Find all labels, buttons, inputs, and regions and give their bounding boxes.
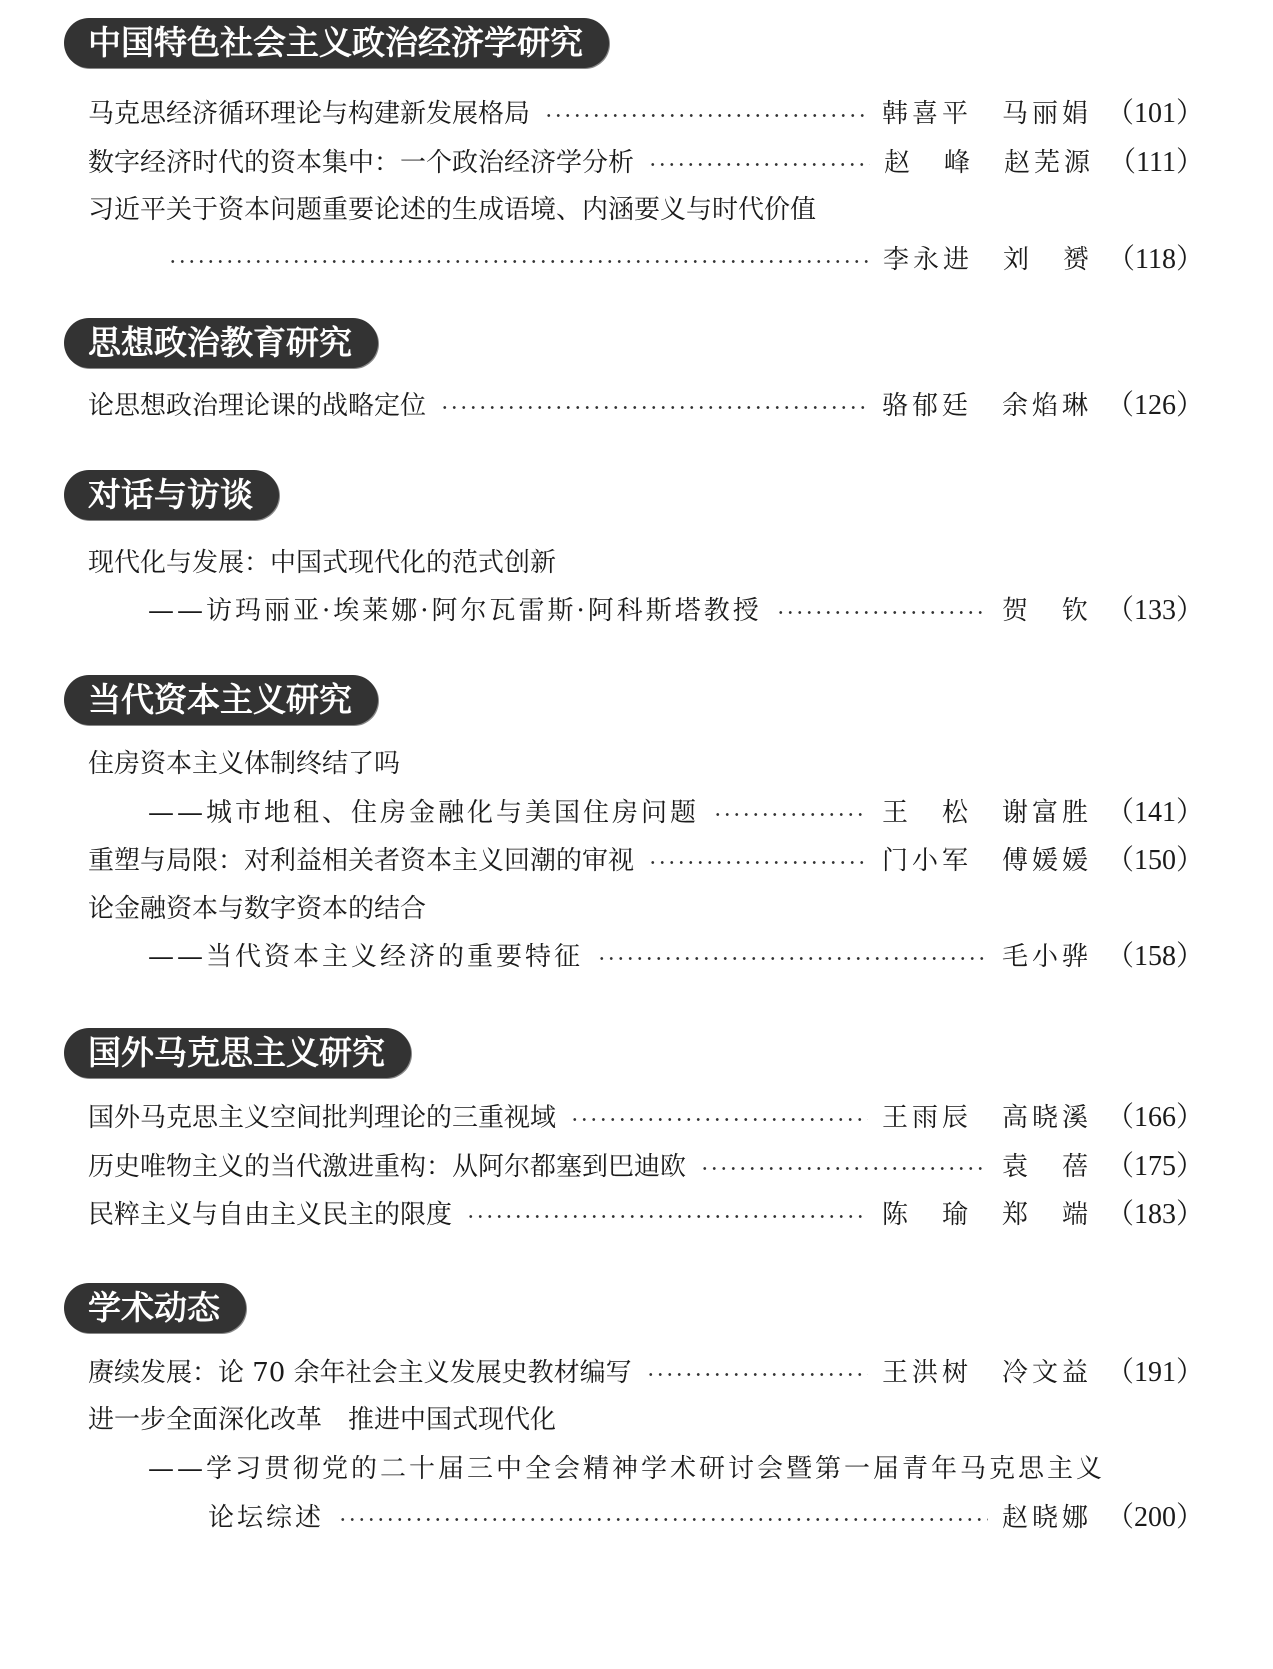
entry-title: 国外马克思主义空间批判理论的三重视域: [88, 1103, 557, 1133]
entry-page: （101）: [1105, 98, 1204, 129]
dot-leader: [776, 611, 988, 614]
dot-leader: [648, 861, 868, 864]
dot-leader: [338, 1518, 988, 1521]
section-heading: 国外马克思主义研究: [64, 1028, 411, 1078]
entry-page: （150）: [1105, 845, 1204, 876]
entry-subtitle: ——当代资本主义经济的重要特征: [148, 942, 584, 972]
dot-leader: [713, 813, 868, 816]
entry-page: （166）: [1105, 1102, 1204, 1133]
toc-entry[interactable]: [88, 841, 1204, 881]
toc-entry[interactable]: [88, 1353, 1204, 1393]
toc-entry-subtitle[interactable]: [148, 793, 1204, 833]
section-heading: 当代资本主义研究: [64, 675, 378, 725]
entry-subtitle-continued: 论坛综述: [208, 1503, 325, 1533]
toc-entry-continuation[interactable]: [168, 240, 1204, 280]
dot-leader: [168, 260, 869, 263]
entry-page: （175）: [1105, 1151, 1204, 1182]
section-heading: 思想政治教育研究: [64, 318, 378, 368]
section-heading: 学术动态: [64, 1283, 246, 1333]
entry-title: 现代化与发展：中国式现代化的范式创新: [88, 548, 557, 578]
toc-entry[interactable]: [88, 386, 1204, 426]
entry-title: 历史唯物主义的当代激进重构：从阿尔都塞到巴迪欧: [88, 1152, 687, 1182]
entry-title: 住房资本主义体制终结了吗: [88, 749, 401, 779]
dot-leader: [544, 114, 868, 117]
entry-title: 重塑与局限：对利益相关者资本主义回潮的审视: [88, 846, 635, 876]
entry-authors: 王 松 谢富胜: [881, 798, 1092, 828]
entry-page: （191）: [1105, 1357, 1204, 1388]
toc-entry[interactable]: [88, 1195, 1204, 1235]
entry-title: 论思想政治理论课的战略定位: [88, 391, 427, 421]
dot-leader: [597, 957, 988, 960]
toc-entry[interactable]: [88, 190, 1204, 230]
toc-entry[interactable]: [88, 889, 1204, 929]
entry-authors: 袁 蓓: [1001, 1152, 1092, 1182]
toc-entry[interactable]: [88, 94, 1204, 134]
dot-leader: [440, 406, 868, 409]
entry-title: 马克思经济循环理论与构建新发展格局: [88, 99, 531, 129]
toc-entry-subtitle[interactable]: [148, 937, 1204, 977]
section-heading: 对话与访谈: [64, 470, 279, 520]
toc-entry[interactable]: [88, 744, 1204, 784]
entry-authors: 赵晓娜: [1001, 1503, 1092, 1533]
entry-page: （133）: [1105, 595, 1204, 626]
toc-entry-continuation[interactable]: [208, 1498, 1204, 1538]
entry-title: 民粹主义与自由主义民主的限度: [88, 1200, 453, 1230]
toc-entry[interactable]: [88, 1400, 1204, 1440]
entry-authors: 陈 瑜 郑 端: [881, 1200, 1092, 1230]
dot-leader: [646, 1373, 868, 1376]
entry-page: （200）: [1105, 1502, 1204, 1533]
toc-entry[interactable]: [88, 1098, 1204, 1138]
entry-authors: 韩喜平 马丽娟: [881, 99, 1092, 129]
entry-title: 数字经济时代的资本集中：一个政治经济学分析: [88, 148, 635, 178]
entry-page: （118）: [1107, 244, 1204, 275]
entry-subtitle: ——访玛丽亚·埃莱娜·阿尔瓦雷斯·阿科斯塔教授: [148, 596, 762, 626]
entry-authors: 王雨辰 高晓溪: [881, 1103, 1092, 1133]
entry-page: （141）: [1105, 797, 1204, 828]
entry-authors: 李永进 刘 赟: [883, 245, 1094, 275]
toc-entry[interactable]: [88, 1147, 1204, 1187]
entry-title: 赓续发展：论 70 余年社会主义发展史教材编写: [88, 1358, 632, 1388]
entry-page: （111）: [1108, 147, 1204, 178]
section-heading: 中国特色社会主义政治经济学研究: [64, 18, 609, 68]
entry-authors: 贺 钦: [1001, 596, 1092, 626]
dot-leader: [700, 1167, 988, 1170]
toc-entry-subtitle[interactable]: [148, 591, 1204, 631]
entry-page: （158）: [1105, 941, 1204, 972]
toc-entry[interactable]: [88, 143, 1204, 183]
dot-leader: [466, 1215, 868, 1218]
entry-subtitle: ——学习贯彻党的二十届三中全会精神学术研讨会暨第一届青年马克思主义: [148, 1454, 1106, 1484]
entry-page: （126）: [1105, 390, 1204, 421]
entry-page: （183）: [1105, 1199, 1204, 1230]
toc-entry[interactable]: [88, 543, 1204, 583]
dot-leader: [570, 1118, 868, 1121]
dot-leader: [648, 163, 870, 166]
entry-title: 进一步全面深化改革 推进中国式现代化: [88, 1405, 557, 1435]
toc-entry-subtitle[interactable]: [148, 1449, 1204, 1489]
entry-authors: 王洪树 冷文益: [881, 1358, 1092, 1388]
entry-authors: 骆郁廷 余焰琳: [881, 391, 1092, 421]
entry-title: 习近平关于资本问题重要论述的生成语境、内涵要义与时代价值: [88, 195, 817, 225]
entry-authors: 门小军 傅媛媛: [881, 846, 1092, 876]
entry-subtitle: ——城市地租、住房金融化与美国住房问题: [148, 798, 700, 828]
entry-title: 论金融资本与数字资本的结合: [88, 894, 427, 924]
entry-authors: 毛小骅: [1001, 942, 1092, 972]
entry-authors: 赵 峰 赵芜源: [884, 148, 1095, 178]
